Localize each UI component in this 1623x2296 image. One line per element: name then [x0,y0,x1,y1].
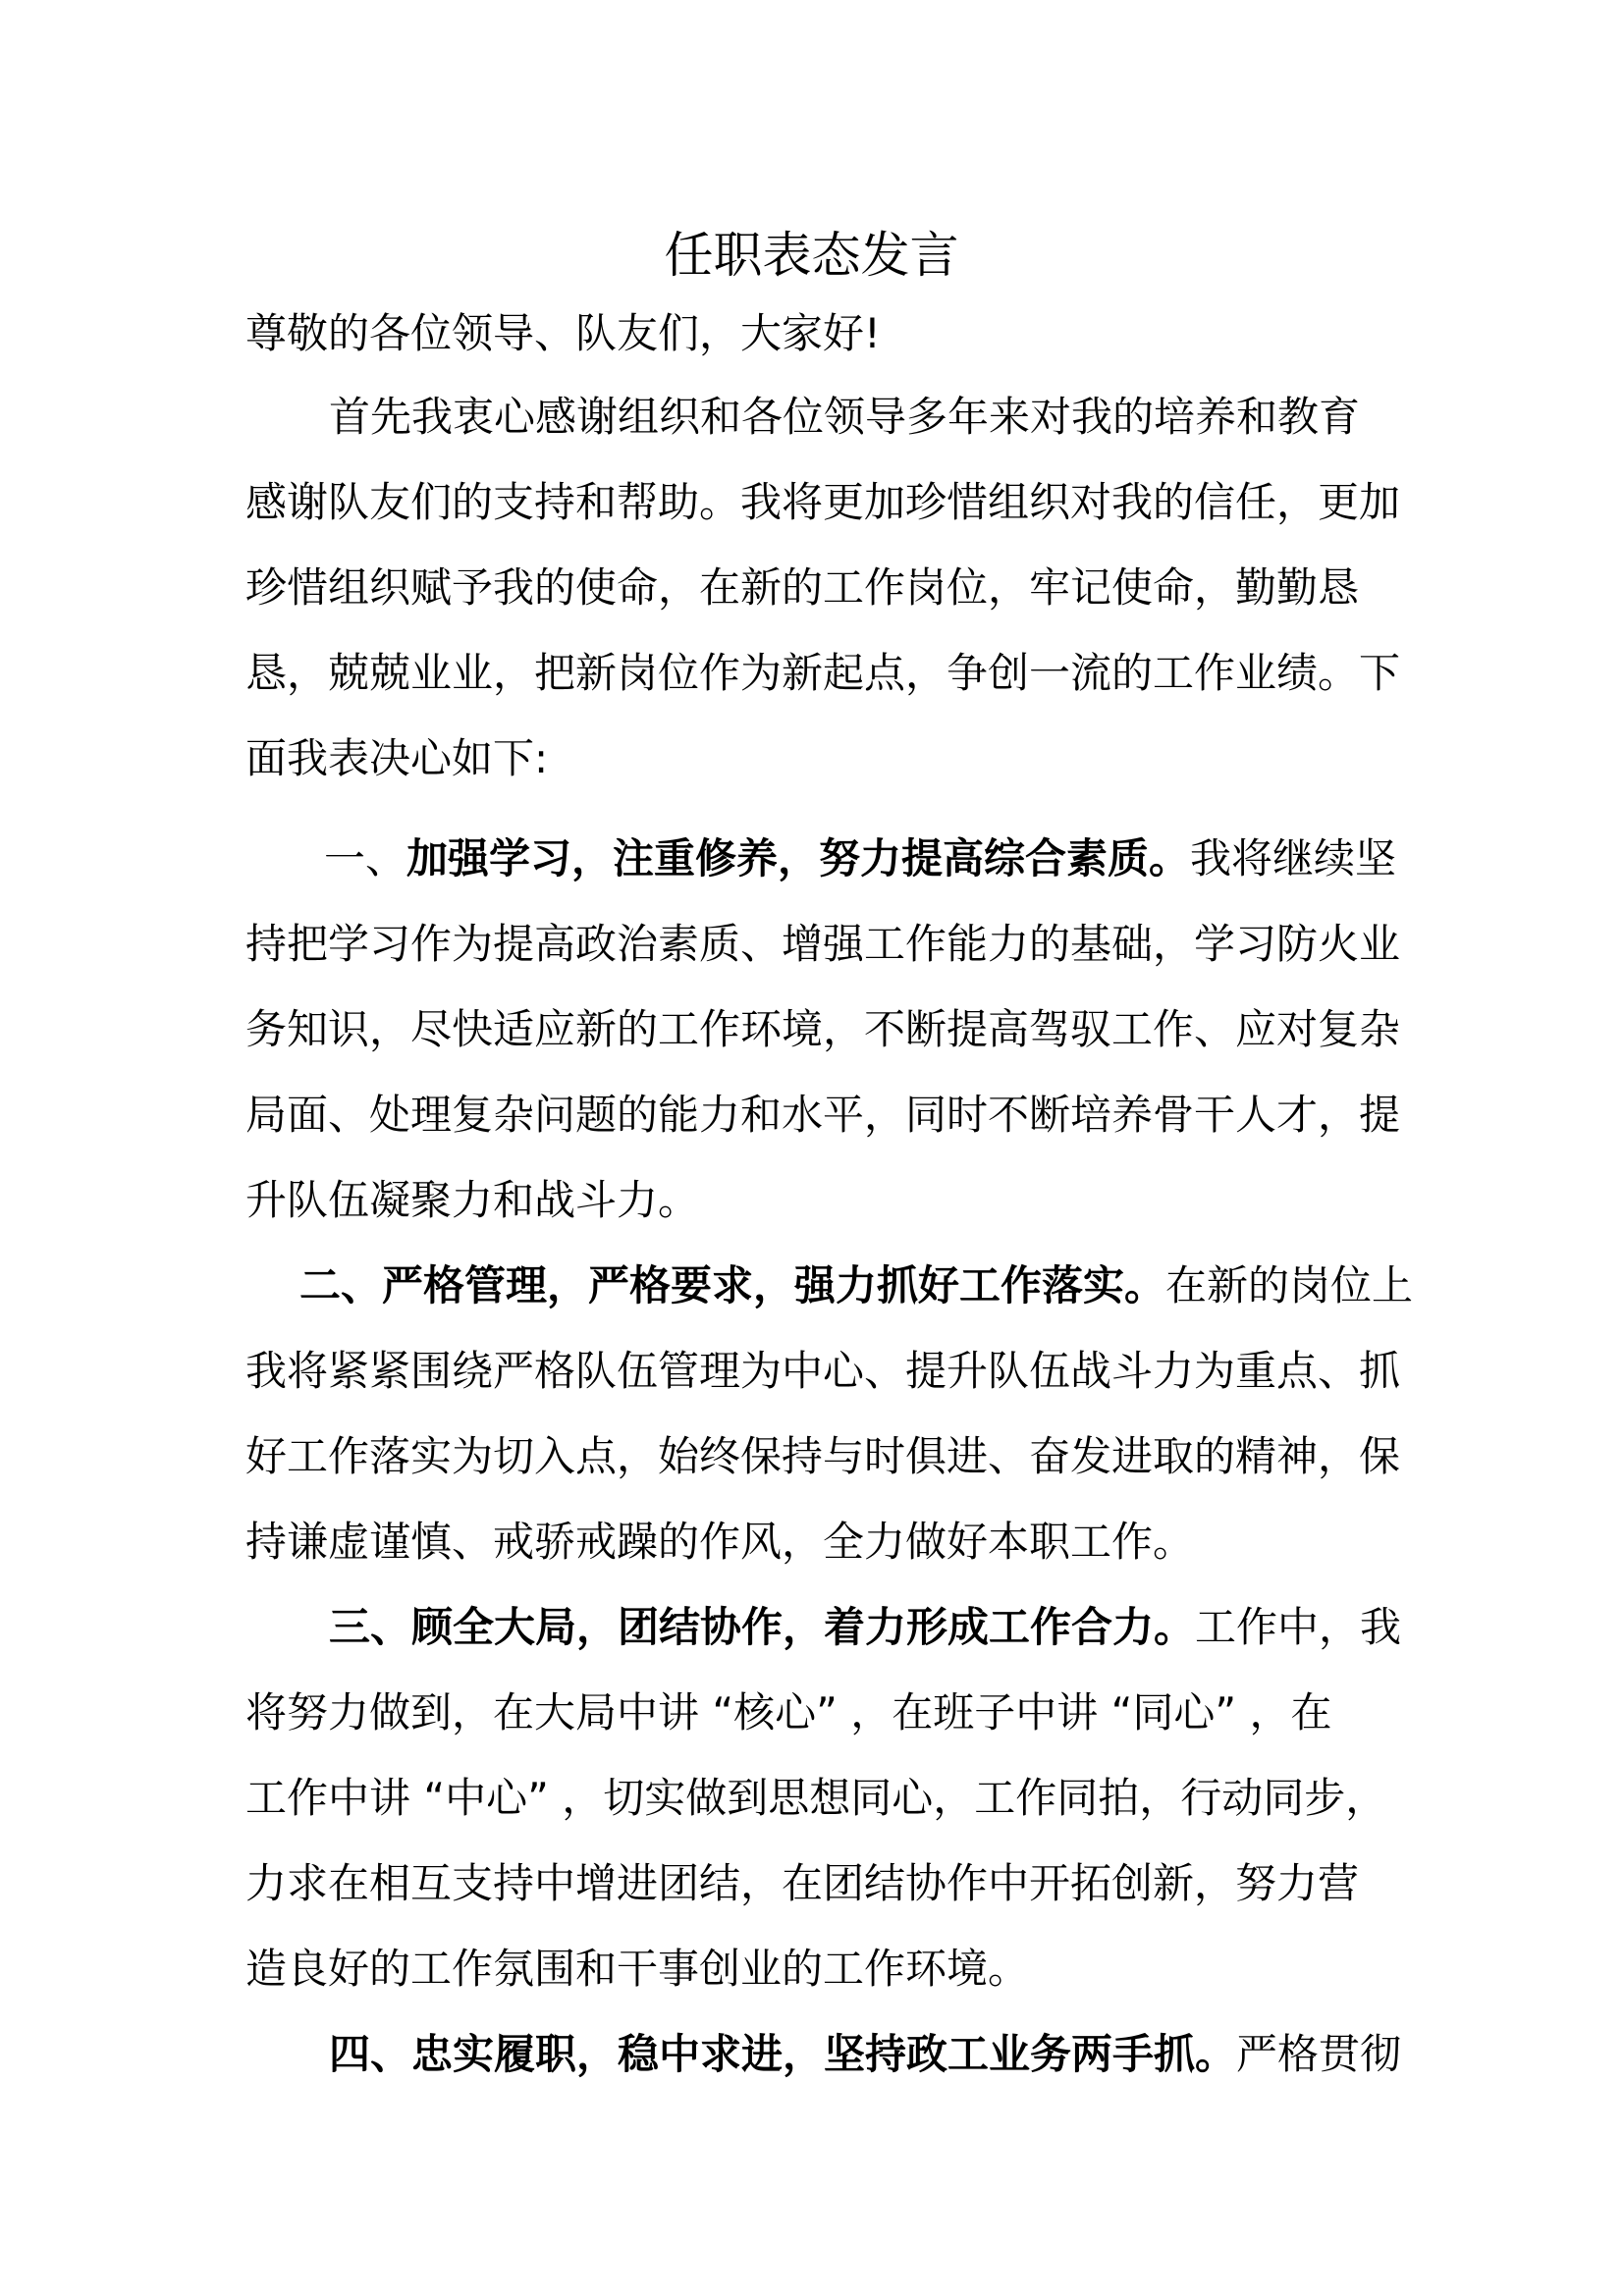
section-heading: 四、忠实履职，稳中求进，坚持政工业务两手抓。 [329,2030,1237,2078]
paragraph-line: 首先我衷心感谢组织和各位领导多年来对我的培养和教育 [329,393,1361,441]
paragraph-line: 升队伍凝聚力和战斗力。 [245,1176,700,1224]
greeting-line: 尊敬的各位领导、队友们，大家好! [245,309,881,357]
section-text: 在新的岗位上 [1165,1261,1414,1309]
paragraph-line: 力求在相互支持中增进团结，在团结协作中开拓创新，努力营 [245,1859,1360,1907]
document-title: 任职表态发言 [664,227,959,284]
paragraph-line: 局面、处理复杂问题的能力和水平，同时不断培养骨干人才，提 [245,1091,1401,1139]
paragraph-line: 恳，兢兢业业，把新岗位作为新起点，争创一流的工作业绩。下 [245,649,1401,697]
section-1-heading-line [324,829,1397,888]
section-heading: 二、严格管理，严格要求，强力抓好工作落实。 [299,1261,1166,1309]
paragraph-line: 面我表决心如下: [245,734,549,782]
paragraph-line: 好工作落实为切入点，始终保持与时俱进、奋发进取的精神，保 [245,1432,1401,1480]
paragraph-line: 造良好的工作氛围和干事创业的工作环境。 [245,1945,1030,1993]
paragraph-line: 将努力做到，在大局中讲 “核心” ，在班子中讲 “同心” ，在 [245,1688,1332,1736]
paragraph-line: 我将紧紧围绕严格队伍管理为中心、提升队伍战斗力为重点、抓 [245,1347,1401,1395]
section-text: 工作中，我 [1195,1603,1402,1651]
section-number: 一、 [324,834,407,882]
paragraph-line: 工作中讲 “中心” ，切实做到思想同心，工作同拍，行动同步， [245,1774,1387,1822]
paragraph-line: 持谦虚谨慎、戒骄戒躁的作风，全力做好本职工作。 [245,1518,1195,1566]
section-2-heading-line [299,1256,1414,1315]
paragraph-line: 珍惜组织赋予我的使命，在新的工作岗位，牢记使命，勤勤恳 [245,563,1360,612]
paragraph-line: 持把学习作为提高政治素质、增强工作能力的基础，学习防火业 [245,920,1401,968]
section-3-heading-line [329,1598,1402,1657]
section-heading: 三、顾全大局，团结协作，着力形成工作合力。 [329,1603,1196,1651]
section-text: 我将继续坚 [1190,834,1397,882]
section-text: 严格贯彻 [1236,2030,1402,2078]
paragraph-line: 感谢队友们的支持和帮助。我将更加珍惜组织对我的信任，更加 [245,478,1401,526]
section-heading: 加强学习，注重修养，努力提高综合素质。 [406,834,1191,882]
section-4-heading-line [329,2025,1402,2084]
paragraph-line: 务知识，尽快适应新的工作环境，不断提高驾驭工作、应对复杂 [245,1005,1401,1053]
